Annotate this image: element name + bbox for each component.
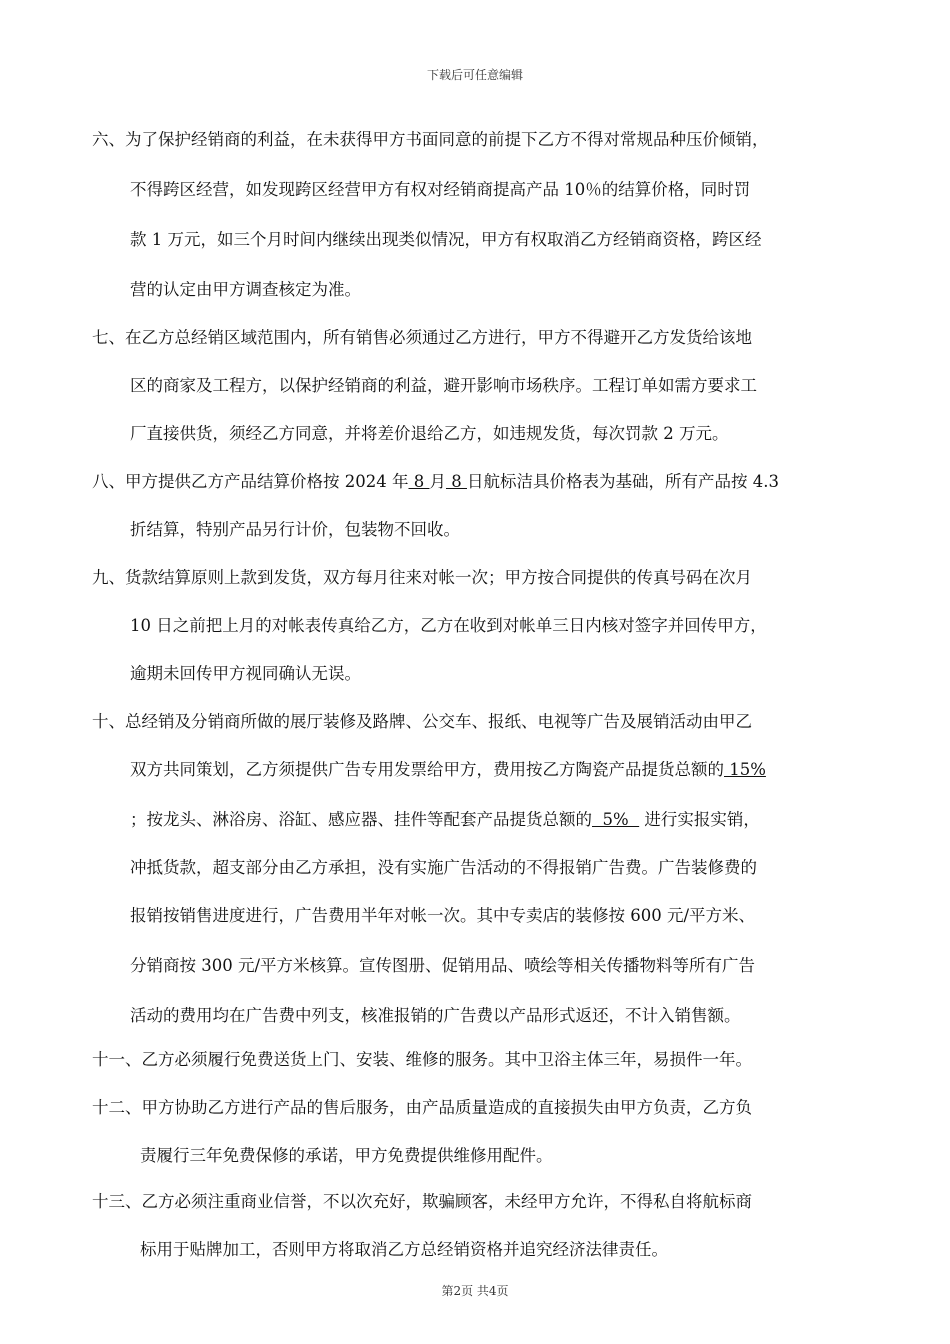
clause-6-line-1: 六、为了保护经销商的利益，在未获得甲方书面同意的前提下乙方不得对常规品种压价倾销， bbox=[92, 130, 769, 149]
clause-12-line-2: 责履行三年免费保修的承诺，甲方免费提供维修用配件。 bbox=[140, 1146, 553, 1165]
clause-8-line-2: 折结算，特别产品另行计价，包装物不回收。 bbox=[130, 520, 460, 539]
clause-10-text-a: 双方共同策划，乙方须提供广告专用发票给甲方，费用按乙方陶瓷产品提货总额的 bbox=[130, 760, 724, 779]
clause-10-line-7: 活动的费用均在广告费中列支，核准报销的广告费以产品形式返还，不计入销售额。 bbox=[130, 1006, 741, 1025]
clause-9-line-2: 10 日之前把上月的对帐表传真给乙方，乙方在收到对帐单三日内核对签字并回传甲方， bbox=[130, 616, 767, 635]
clause-6-line-2: 不得跨区经营，如发现跨区经营甲方有权对经销商提高产品 10％的结算价格，同时罚 bbox=[130, 180, 751, 199]
clause-10-line-5: 报销按销售进度进行，广告费用半年对帐一次。其中专卖店的装修按 600 元/平方米、 bbox=[130, 906, 756, 925]
clause-10-line-6: 分销商按 300 元/平方米核算。宣传图册、促销用品、喷绘等相关传播物料等所有广告 bbox=[130, 956, 756, 975]
clause-10-text-c: 进行实报实销， bbox=[639, 810, 760, 829]
clause-10-line-3 bbox=[130, 806, 760, 830]
clause-10-line-2 bbox=[130, 756, 766, 780]
clause-6-line-4: 营的认定由甲方调查核定为准。 bbox=[130, 280, 361, 299]
clause-7-line-3: 厂直接供货，须经乙方同意，并将差价退给乙方，如违规发货，每次罚款 2 万元。 bbox=[130, 424, 729, 443]
clause-13-line-1: 十三、乙方必须注重商业信誉，不以次充好，欺骗顾客，未经甲方允许，不得私自将航标商 bbox=[92, 1192, 752, 1211]
clause-8-text-a: 八、甲方提供乙方产品结算价格按 2024 年 bbox=[92, 472, 409, 491]
price-date-day: 8 bbox=[445, 472, 467, 491]
clause-8-text-c: 日航标洁具价格表为基础，所有产品按 4.3 bbox=[466, 472, 779, 491]
clause-7-line-1: 七、在乙方总经销区域范围内，所有销售必须通过乙方进行，甲方不得避开乙方发货给该地 bbox=[92, 328, 752, 347]
clause-10-text-b: ；按龙头、淋浴房、浴缸、感应器、挂件等配套产品提货总额的 bbox=[130, 810, 592, 829]
clause-6-line-3: 款 1 万元，如三个月时间内继续出现类似情况，甲方有权取消乙方经销商资格，跨区经 bbox=[130, 230, 762, 249]
clause-10-line-1: 十、总经销及分销商所做的展厅装修及路牌、公交车、报纸、电视等广告及展销活动由甲乙 bbox=[92, 712, 752, 731]
clause-7-line-2: 区的商家及工程方，以保护经销商的利益，避开影响市场秩序。工程订单如需方要求工 bbox=[130, 376, 757, 395]
clause-9-line-1: 九、货款结算原则上款到发货，双方每月往来对帐一次；甲方按合同提供的传真号码在次月 bbox=[92, 568, 752, 587]
clause-11-line-1: 十一、乙方必须履行免费送货上门、安装、维修的服务。其中卫浴主体三年，易损件一年。 bbox=[92, 1050, 752, 1069]
clause-13-line-2: 标用于贴牌加工，否则甲方将取消乙方总经销资格并追究经济法律责任。 bbox=[140, 1240, 668, 1259]
clause-10-line-4: 冲抵货款，超支部分由乙方承担，没有实施广告活动的不得报销广告费。广告装修费的 bbox=[130, 858, 757, 877]
clause-8-text-b: 月 bbox=[429, 472, 446, 491]
clause-9-line-3: 逾期未回传甲方视同确认无误。 bbox=[130, 664, 361, 683]
ad-ratio-ceramic: 15% bbox=[724, 760, 766, 779]
clause-12-line-1: 十二、甲方协助乙方进行产品的售后服务，由产品质量造成的直接损失由甲方负责，乙方负 bbox=[92, 1098, 752, 1117]
ad-ratio-accessories: 5% bbox=[592, 810, 640, 829]
clause-8-line-1 bbox=[92, 468, 779, 492]
page-header: 下载后可任意编辑 bbox=[426, 68, 523, 82]
price-date-month: 8 bbox=[408, 472, 430, 491]
page-footer: 第2页 共4页 bbox=[441, 1284, 509, 1298]
